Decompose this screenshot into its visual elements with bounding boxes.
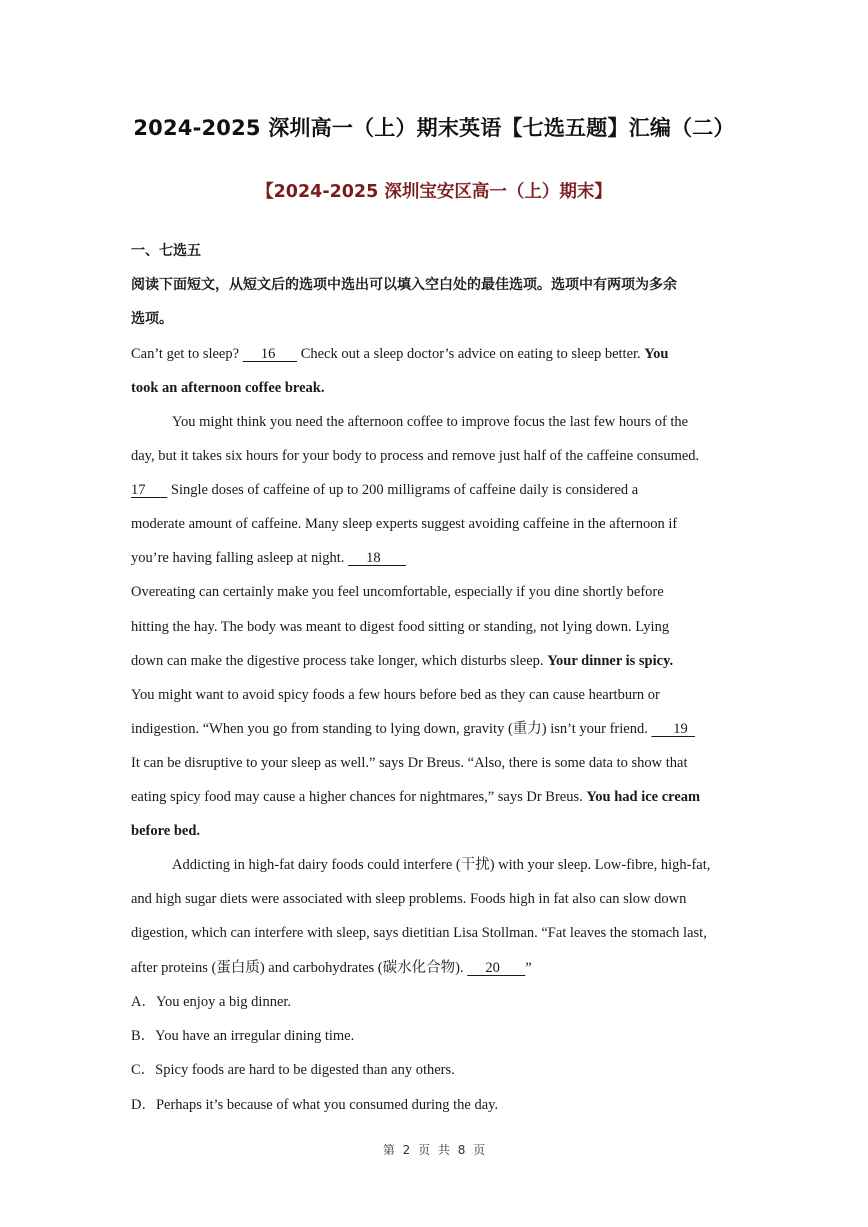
- passage-bold-text: You: [644, 346, 669, 362]
- blank-18: 18: [348, 550, 407, 566]
- blank-17: 17: [131, 482, 168, 498]
- passage-bold-text: You had ice cream: [586, 789, 701, 805]
- blank-19: 19: [651, 721, 695, 737]
- passage-line: Addicting in high-fat dairy foods could interfere (干扰) with your sleep. Low-fibre, high-fat,: [172, 857, 711, 873]
- passage-line: It can be disruptive to your sleep as well.” says Dr Breus. “Also, there is some data to show that: [131, 755, 688, 771]
- passage-line: [131, 959, 532, 977]
- passage-text: indigestion. “When you go from standing to lying down, gravity (重力) isn’t your friend.: [131, 721, 652, 737]
- instruction-line-1: 阅读下面短文，从短文后的选项中选出可以填入空白处的最佳选项。选项中有两项为多余: [131, 277, 677, 293]
- option-b: B．You have an irregular dining time.: [131, 1028, 355, 1044]
- passage-text: Can’t get to sleep?: [131, 346, 243, 362]
- option-c: C．Spicy foods are hard to be digested than any others.: [131, 1062, 455, 1078]
- passage-line: [131, 549, 406, 567]
- passage-line: [131, 345, 668, 363]
- passage-heading-coffee: took an afternoon coffee break.: [131, 380, 325, 396]
- passage-text: eating spicy food may cause a higher chances for nightmares,” says Dr Breus.: [131, 789, 587, 805]
- passage-line: [131, 481, 638, 499]
- page-number: 第 2 页 共 8 页: [382, 1143, 486, 1157]
- passage-line: moderate amount of caffeine. Many sleep experts suggest avoiding caffeine in the afternoon if: [131, 516, 678, 532]
- section-heading: 一、七选五: [131, 243, 201, 259]
- passage-line: You might think you need the afternoon coffee to improve focus the last few hours of the: [172, 414, 689, 430]
- passage-heading-spicy: Your dinner is spicy.: [547, 653, 674, 669]
- passage-line: and high sugar diets were associated with sleep problems. Foods high in fat also can slow down: [131, 891, 687, 907]
- passage-text: ”: [525, 960, 532, 976]
- blank-16: 16: [242, 346, 298, 362]
- passage-line: day, but it takes six hours for your body to process and remove just half of the caffeine consumed.: [131, 448, 700, 464]
- passage-line: Overeating can certainly make you feel uncomfortable, especially if you dine shortly before: [131, 584, 664, 600]
- passage-line: hitting the hay. The body was meant to digest food sitting or standing, not lying down. Lying: [131, 619, 670, 635]
- document-title: 2024-2025 深圳高一（上）期末英语【七选五题】汇编（二）: [133, 116, 735, 140]
- instruction-line-2: 选项。: [131, 311, 173, 327]
- blank-20: 20: [467, 960, 526, 976]
- passage-text: you’re having falling asleep at night.: [131, 550, 349, 566]
- passage-line: You might want to avoid spicy foods a few hours before bed as they can cause heartburn or: [131, 687, 660, 703]
- passage-line: [131, 720, 695, 738]
- passage-line: [131, 788, 700, 806]
- option-a: A．You enjoy a big dinner.: [131, 994, 292, 1010]
- section-source-title: 【2024-2025 深圳宝安区高一（上）期末】: [256, 182, 612, 202]
- passage-text: Check out a sleep doctor’s advice on eating to sleep better.: [297, 346, 645, 362]
- option-d: D．Perhaps it’s because of what you consumed during the day.: [131, 1097, 499, 1113]
- passage-line: digestion, which can interfere with sleep, says dietitian Lisa Stollman. “Fat leaves the stomach last,: [131, 925, 707, 941]
- passage-heading-icecream: before bed.: [131, 823, 201, 839]
- passage-text: Single doses of caffeine of up to 200 milligrams of caffeine daily is considered a: [167, 482, 639, 498]
- passage-text: down can make the digestive process take longer, which disturbs sleep.: [131, 653, 548, 669]
- passage-text: after proteins (蛋白质) and carbohydrates (碳水化合物).: [131, 960, 468, 976]
- passage-line: [131, 652, 673, 670]
